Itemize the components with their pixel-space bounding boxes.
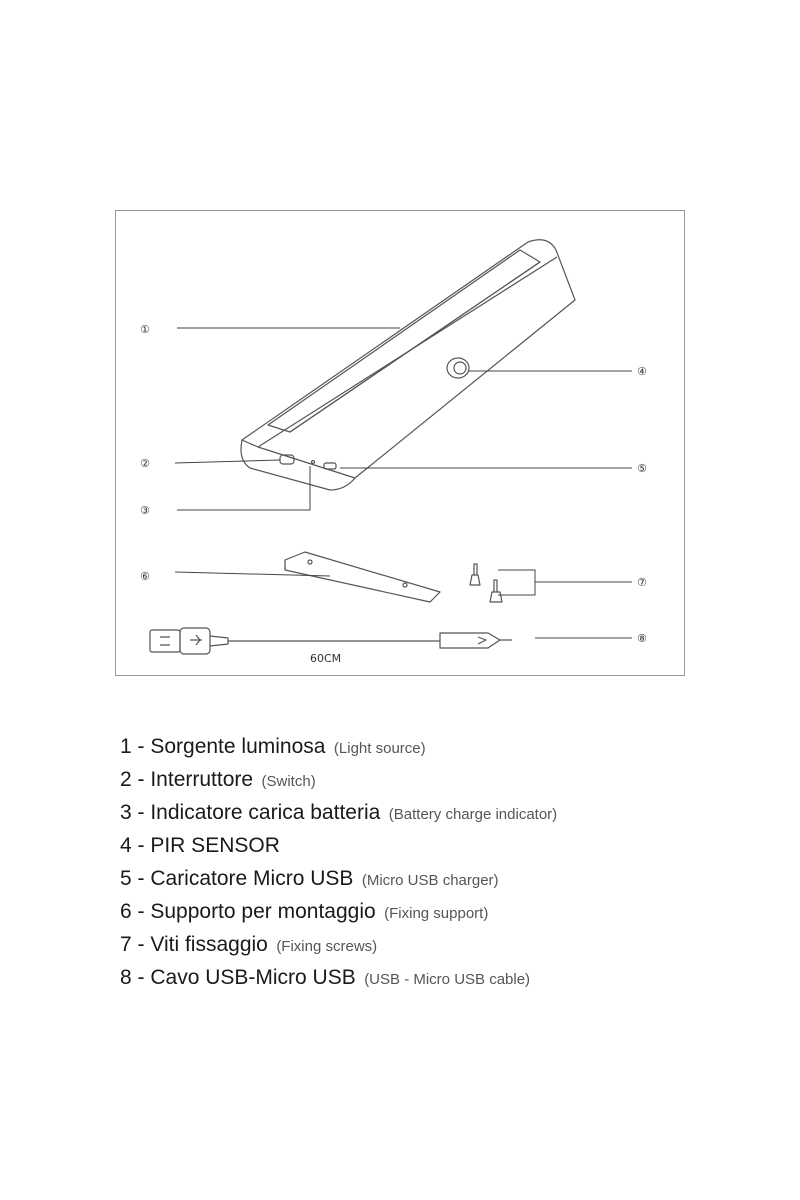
legend-item: 1 - Sorgente luminosa (Light source) — [120, 735, 426, 758]
legend-item: 5 - Caricatore Micro USB (Micro USB charger) — [120, 867, 499, 890]
fixing-screws-shape — [470, 564, 502, 602]
callout-4: ④ — [637, 365, 647, 378]
callout-8: ⑧ — [637, 632, 647, 645]
legend-item: 2 - Interruttore (Switch) — [120, 768, 316, 791]
legend-item: 6 - Supporto per montaggio (Fixing support) — [120, 900, 489, 923]
callout-1: ① — [140, 323, 150, 336]
legend-item: 4 - PIR SENSOR — [120, 834, 280, 857]
usb-cable-shape — [150, 628, 512, 654]
cable-length-label: 60CM — [310, 652, 342, 665]
callout-2: ② — [140, 457, 150, 470]
fixing-support-shape — [285, 552, 440, 602]
callout-5: ⑤ — [637, 462, 647, 475]
legend-list — [120, 732, 557, 996]
legend-item: 7 - Viti fissaggio (Fixing screws) — [120, 933, 378, 956]
battery-indicator-shape — [312, 461, 315, 464]
legend-item: 8 - Cavo USB-Micro USB (USB - Micro USB cable) — [120, 966, 531, 989]
callout-6: ⑥ — [140, 570, 150, 583]
callout-7: ⑦ — [637, 576, 647, 589]
callout-3: ③ — [140, 504, 150, 517]
legend-item: 3 - Indicatore carica batteria (Battery charge indicator) — [120, 801, 558, 824]
lamp-body — [241, 240, 575, 490]
pir-sensor-shape — [447, 358, 469, 378]
leader-lines — [175, 328, 632, 638]
